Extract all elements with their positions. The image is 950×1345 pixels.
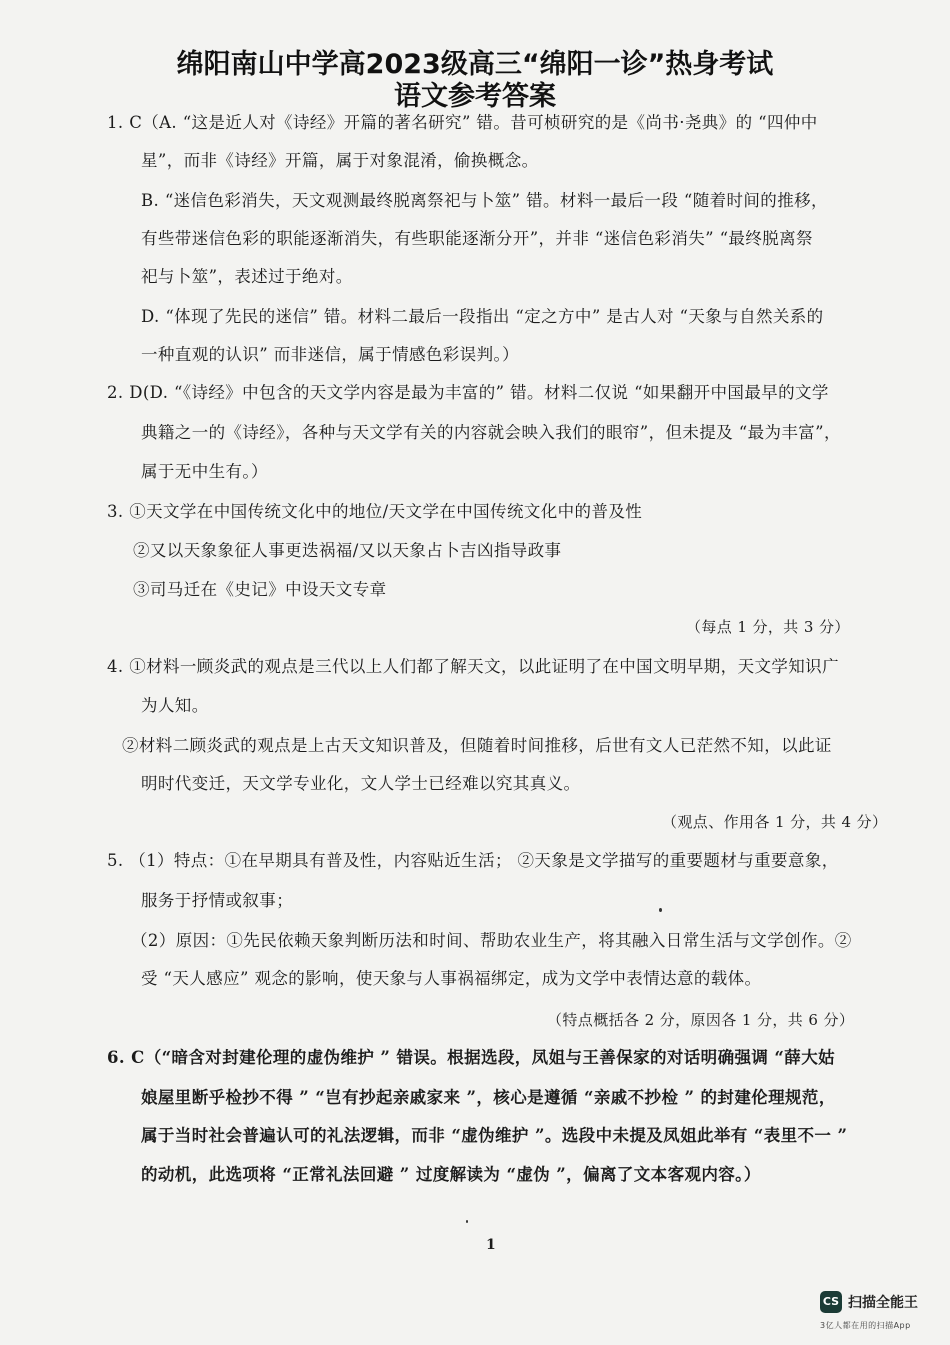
exam-title: 绵阳南山中学高2023级高三“绵阳一诊”热身考试 xyxy=(176,49,774,80)
q4-line3: ②材料二顾炎武的观点是上古天文知识普及，但随着时间推移，后世有文人已茫然不知，以此证 xyxy=(122,736,832,755)
q4-line2: 为人知。 xyxy=(141,696,209,715)
q1-line6: D. “体现了先民的迷信” 错。材料二最后一段指出 “定之方中” 是古人对 “天象与自然关系的 xyxy=(141,307,824,326)
page-number: 1 xyxy=(486,1237,496,1253)
q6-line4: 的动机，此选项将 “正常礼法回避 ” 过度解读为 “虚伪 ”，偏离了文本客观内容。） xyxy=(141,1165,761,1184)
camscanner-name: 扫描全能王 xyxy=(848,1295,918,1311)
q1-line2: 星”，而非《诗经》开篇，属于对象混淆，偷换概念。 xyxy=(141,151,539,170)
q5-line4: 受 “天人感应” 观念的影响，使天象与人事祸福绑定，成为文学中表情达意的载体。 xyxy=(141,969,762,988)
scan-speck xyxy=(659,908,662,912)
q3-line1: 3. ①天文学在中国传统文化中的地位/天文学在中国传统文化中的普及性 xyxy=(107,502,643,521)
scan-speck xyxy=(466,1220,468,1223)
q1-line5: 祀与卜筮”，表述过于绝对。 xyxy=(141,267,353,286)
q6-line3: 属于当时社会普遍认可的礼法逻辑，而非 “虚伪维护 ”。选段中未提及凤姐此举有 “表里不一 ” xyxy=(141,1126,848,1145)
q1-line7: 一种直观的认识” 而非迷信，属于情感色彩误判。） xyxy=(141,345,520,364)
q4-line4: 明时代变迁，天文学专业化，文人学士已经难以究其真义。 xyxy=(141,774,581,793)
q3-score: （每点 1 分，共 3 分） xyxy=(686,618,850,636)
q1-line4: 有些带迷信色彩的职能逐渐消失，有些职能逐渐分开”，并非 “迷信色彩消失” “最终脱离祭 xyxy=(141,229,813,248)
q2-line2: 典籍之一的《诗经》，各种与天文学有关的内容就会映入我们的眼帘”，但未提及 “最为丰富”， xyxy=(141,423,841,442)
camscanner-tagline: 3亿人都在用的扫描App xyxy=(820,1321,911,1330)
q3-line3: ③司马迁在《史记》中设天文专章 xyxy=(133,580,387,599)
q5-line1: 5. （1）特点：①在早期具有普及性，内容贴近生活； ②天象是文学描写的重要题材与重要意象， xyxy=(107,851,839,870)
q2-line3: 属于无中生有。） xyxy=(141,462,268,481)
q6-line1: 6. C（“暗含对封建伦理的虚伪维护 ” 错误。根据选段，凤姐与王善保家的对话明确强调 “薛大姑 xyxy=(107,1048,836,1067)
q5-score: （特点概括各 2 分，原因各 1 分，共 6 分） xyxy=(547,1011,855,1029)
q1-line3: B. “迷信色彩消失，天文观测最终脱离祭祀与卜筮” 错。材料一最后一段 “随着时间的推移， xyxy=(141,191,828,210)
camscanner-logo-icon: CS xyxy=(820,1291,842,1313)
q4-line1: 4. ①材料一顾炎武的观点是三代以上人们都了解天文，以此证明了在中国文明早期，天文学知识广 xyxy=(107,657,839,676)
q4-score: （观点、作用各 1 分，共 4 分） xyxy=(662,813,888,831)
q1-line1: 1. C（A. “这是近人对《诗经》开篇的著名研究” 错。昔可桢研究的是《尚书·尧典》的 “四仲中 xyxy=(107,113,818,132)
exam-subtitle: 语文参考答案 xyxy=(394,81,556,112)
q6-line2: 娘屋里断乎检抄不得 ” “岂有抄起亲戚家来 ”，核心是遵循 “亲戚不抄检 ” 的封建伦理规范， xyxy=(141,1088,836,1107)
q2-line1: 2. D(D. “《诗经》中包含的天文学内容是最为丰富的” 错。材料二仅说 “如果翻开中国最早的文学 xyxy=(107,383,829,402)
q5-line2: 服务于抒情或叙事； xyxy=(141,891,294,910)
camscanner-watermark xyxy=(820,1290,940,1340)
q3-line2: ②又以天象象征人事更迭祸福/又以天象占卜吉凶指导政事 xyxy=(133,541,562,560)
q5-line3: （2）原因：①先民依赖天象判断历法和时间、帮助农业生产，将其融入日常生活与文学创作。② xyxy=(131,931,852,950)
